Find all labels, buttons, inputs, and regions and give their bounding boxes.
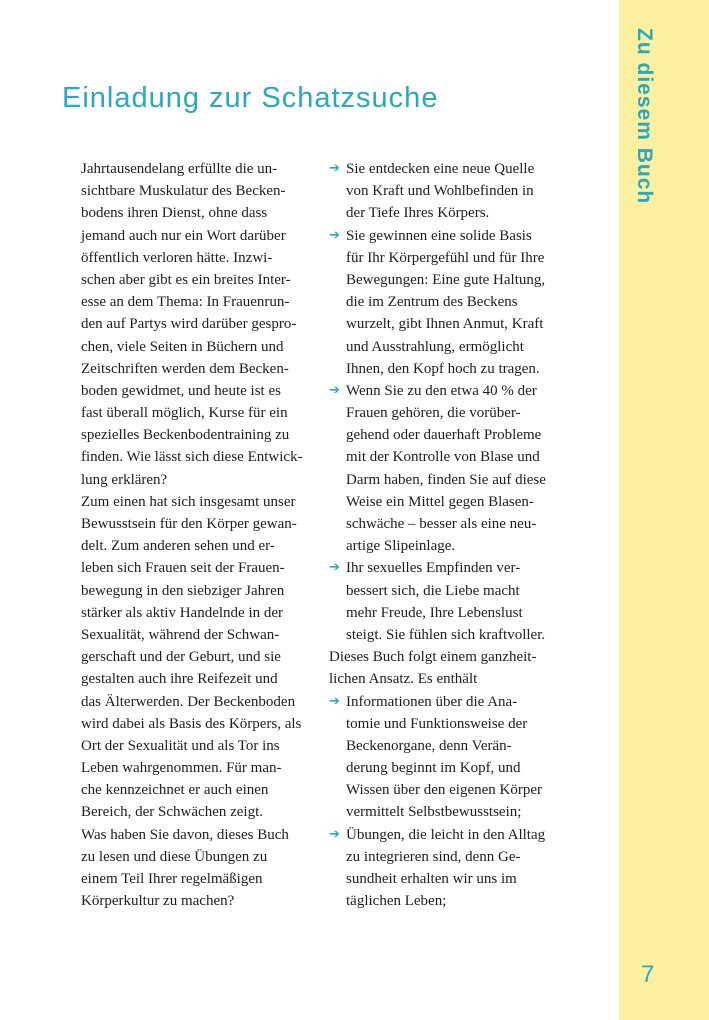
- text-line: der Tiefe Ihres Körpers.: [346, 205, 490, 222]
- text-line: mehr Freude, Ihre Lebenslust: [346, 604, 523, 621]
- text-line: Beckenorgane, denn Verän-: [346, 737, 512, 754]
- text-line: Wenn Sie zu den etwa 40 % der: [346, 382, 537, 399]
- text-line: steigt. Sie fühlen sich kraftvoller.: [346, 626, 546, 643]
- text-line: von Kraft und Wohlbefinden in: [346, 183, 534, 200]
- text-line: gestalten auch ihre Reifezeit und: [81, 671, 278, 688]
- text-line: sundheit erhalten wir uns im: [346, 871, 517, 887]
- section-title: Zu diesem Buch: [633, 28, 656, 205]
- text-line: lichen Ansatz. Es enthält: [329, 671, 478, 688]
- arrow-right-icon: ➔: [329, 826, 340, 842]
- text-line: Frauen gehören, die vorüber-: [346, 405, 521, 422]
- text-line: esse an dem Thema: In Frauenrun-: [81, 294, 290, 311]
- bullet-item: [329, 824, 569, 913]
- text-line: bessert sich, die Liebe macht: [346, 582, 520, 599]
- text-line: Sie gewinnen eine solide Basis: [346, 227, 532, 244]
- text-line: sichtbare Muskulatur des Becken-: [81, 183, 286, 200]
- text-line: stärker als aktiv Handelnde in der: [81, 604, 284, 621]
- bullet-item: [329, 158, 569, 225]
- text-line: zu lesen und diese Übungen zu: [81, 848, 268, 865]
- text-line: wurzelt, gibt Ihnen Anmut, Kraft: [346, 316, 544, 333]
- arrow-right-icon: ➔: [329, 382, 340, 398]
- bullet-item: [329, 225, 569, 380]
- arrow-right-icon: ➔: [329, 161, 340, 176]
- text-line: spezielles Beckenbodentraining zu: [81, 427, 290, 444]
- text-line: Informationen über die Ana-: [346, 693, 518, 710]
- text-line: fast überall möglich, Kurse für ein: [81, 405, 288, 422]
- text-line: gehend oder dauerhaft Probleme: [346, 427, 542, 444]
- text-line: Übungen, die leicht in den Alltag: [346, 826, 546, 843]
- text-line: Weise ein Mittel gegen Blasen-: [346, 493, 534, 510]
- text-line: die im Zentrum des Beckens: [346, 294, 518, 311]
- text-line: bewegung in den siebziger Jahren: [81, 582, 285, 599]
- text-line: leben sich Frauen seit der Frauen-: [81, 560, 285, 577]
- text-line: mit der Kontrolle von Blase und: [346, 449, 540, 466]
- text-line: Körperkultur zu machen?: [81, 893, 235, 910]
- text-line: Bereich, der Schwächen zeigt.: [81, 804, 263, 821]
- text-line: Wissen über den eigenen Körper: [346, 782, 542, 799]
- arrow-right-icon: ➔: [329, 227, 340, 243]
- text-line: Ihnen, den Kopf hoch zu tragen.: [346, 360, 540, 377]
- page-title: Einladung zur Schatzsuche: [62, 82, 439, 114]
- text-line: delt. Zum anderen sehen und er-: [81, 538, 275, 555]
- text-line: Dieses Buch folgt einem ganzheit-: [329, 649, 537, 666]
- text-line: gerschaft und der Geburt, und sie: [81, 649, 281, 666]
- text-line: chen, viele Seiten in Büchern und: [81, 338, 284, 355]
- text-line: für Ihr Körpergefühl und für Ihre: [346, 249, 545, 266]
- right-column: [329, 158, 569, 912]
- text-line: Darm haben, finden Sie auf diese: [346, 471, 546, 488]
- text-line: vermittelt Selbstbewusstsein;: [346, 804, 522, 821]
- left-column: [81, 158, 321, 912]
- text-line: Jahrtausendelang erfüllte die un-: [81, 161, 278, 177]
- text-line: Sie entdecken eine neue Quelle: [346, 161, 535, 177]
- text-line: einem Teil Ihrer regelmäßigen: [81, 871, 263, 887]
- text-line: lung erklären?: [81, 471, 168, 488]
- text-line: bodens ihren Dienst, ohne dass: [81, 205, 268, 222]
- text-line: zu integrieren sind, denn Ge-: [346, 848, 521, 865]
- text-line: derung beginnt im Kopf, und: [346, 760, 521, 777]
- bullet-item: [329, 557, 569, 646]
- text-line: das Älterwerden. Der Beckenboden: [81, 693, 296, 710]
- text-line: öffentlich verloren hätte. Inzwi-: [81, 249, 273, 266]
- text-line: artige Slipeinlage.: [346, 538, 456, 555]
- text-line: und Ausstrahlung, ermöglicht: [346, 338, 524, 355]
- text-line: Leben wahrgenommen. Für man-: [81, 760, 282, 777]
- text-line: Bewegungen: Eine gute Haltung,: [346, 271, 546, 288]
- text-line: Sexualität, während der Schwan-: [81, 626, 280, 643]
- text-line: jemand auch nur ein Wort darüber: [81, 227, 286, 244]
- text-line: tomie und Funktionsweise der: [346, 715, 528, 732]
- text-line: Was haben Sie davon, dieses Buch: [81, 826, 289, 843]
- text-line: den auf Partys wird darüber gespro-: [81, 316, 297, 333]
- text-line: täglichen Leben;: [346, 893, 447, 910]
- bullet-item: [329, 380, 569, 558]
- text-line: Zum einen hat sich insgesamt unser: [81, 493, 296, 510]
- arrow-right-icon: ➔: [329, 560, 340, 576]
- text-line: wird dabei als Basis des Körpers, als: [81, 715, 302, 732]
- text-line: Ort der Sexualität und als Tor ins: [81, 737, 280, 754]
- text-line: schen aber gibt es ein breites Inter-: [81, 271, 291, 288]
- text-line: Bewusstsein für den Körper gewan-: [81, 516, 297, 532]
- text-line: che kennzeichnet er auch einen: [81, 782, 269, 799]
- page-number: 7: [641, 961, 655, 988]
- text-line: boden gewidmet, und heute ist es: [81, 382, 281, 399]
- arrow-right-icon: ➔: [329, 693, 340, 709]
- text-line: Zeitschriften werden dem Becken-: [81, 360, 289, 377]
- text-line: Ihr sexuelles Empfinden ver-: [346, 560, 521, 577]
- bullet-item: [329, 691, 569, 824]
- text-line: schwäche – besser als eine neu-: [346, 516, 537, 532]
- text-line: finden. Wie lässt sich diese Entwick-: [81, 449, 303, 466]
